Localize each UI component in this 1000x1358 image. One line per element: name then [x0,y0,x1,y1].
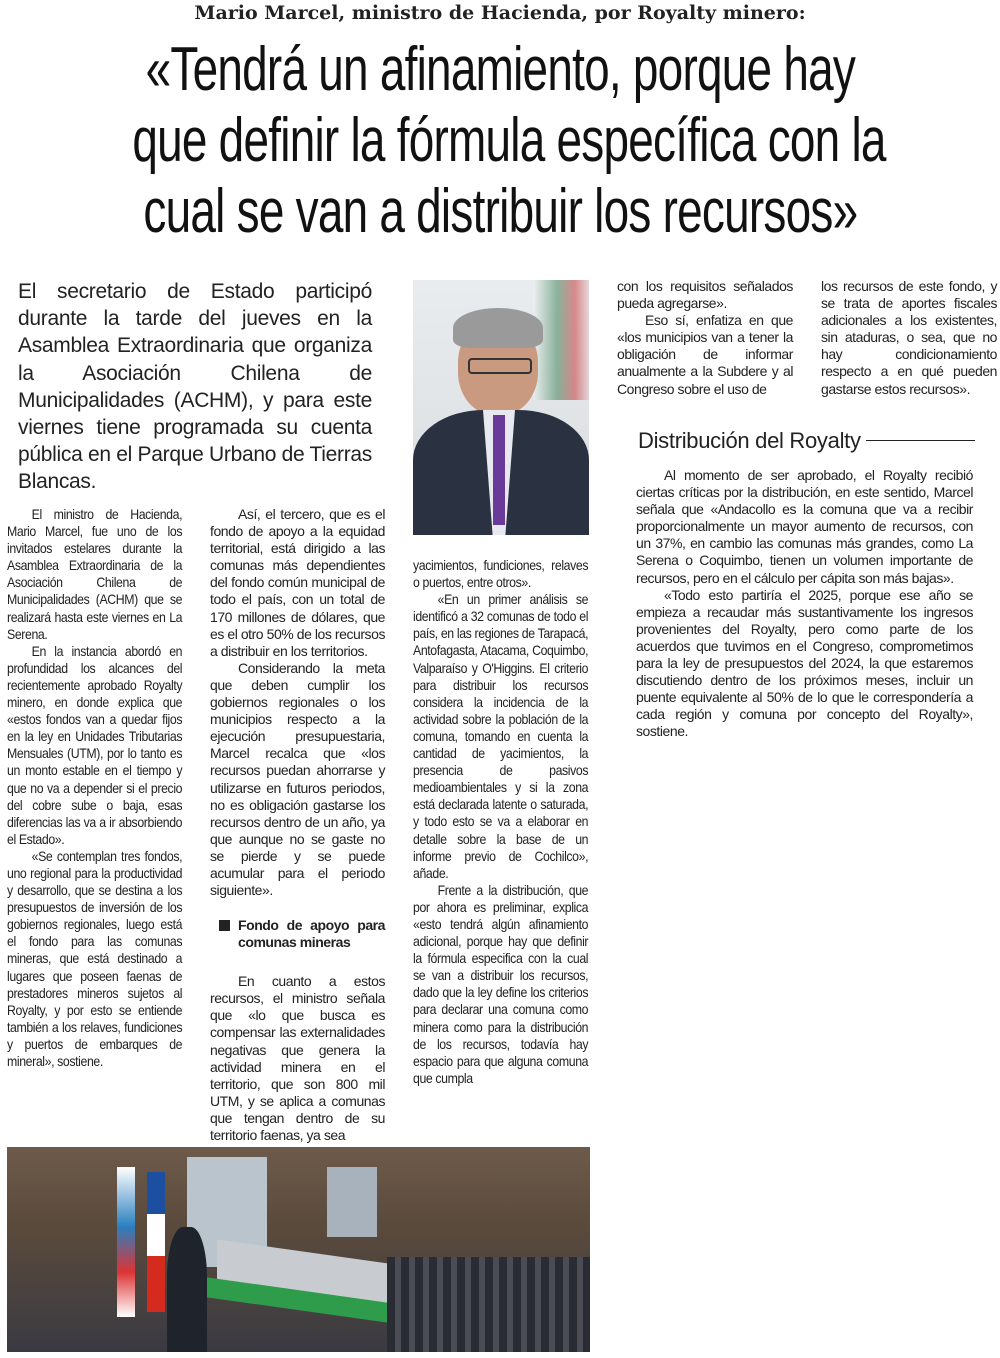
paragraph: En la instancia abordó en profundidad los alcances del recientemente aprobado Royalty minero, en donde explica que «estos fondos van a quedar fijos en la ley en Unidades Tributarias Mensuales (UTM), por lo tanto es un monto estable en el tiempo y que no va a depender si el precio del cobre sube o baja, esas diferencias las va a ir absorbiendo el Estado». [7,642,183,847]
kicker: Mario Marcel, ministro de Hacienda, por Royalty minero: [194,2,806,24]
glasses-shape [468,358,532,374]
subheading [210,917,385,951]
body-column-4 [617,278,793,398]
headline-line-1 [0,34,1000,105]
paragraph: En cuanto a estos recursos, el ministro señala que «lo que busca es compensar las externalidades negativas que genera la actividad minera en el territorio, que son 800 mil UTM, y se aplica a comunas que tengan dentro de su territorio faenas, ya sea [210,973,385,1143]
paragraph: los recursos de este fondo, y se trata de aportes fiscales adicionales a los existentes, sin ataduras, o sea, que no hay condicionamiento respecto a en qué pueden gastarse estos recursos». [821,278,997,397]
portrait-photo [413,280,589,535]
paragraph: Considerando la meta que deben cumplir los gobiernos regionales o los municipios respecto a la ejecución presupuestaria, Marcel recalca que «los recursos puedan ahorrarse y utilizarse en futuros periodos, no es obligación gastarse los recursos dentro de un año, ya que aunque no se gaste no se pierde y se puede acumular para el periodo siguiente». [210,659,385,899]
headline-line-3 [0,176,1000,247]
tie-shape [493,415,505,525]
speaker-shape [167,1227,207,1352]
paragraph: Así, el tercero, que es el fondo de apoyo a la equidad territorial, está dirigido a las comunas más dependientes del fondo común municipal de todo el país, con un total de 170 millones de dólares, que es el otro 50% de los recursos a distribuir en los territorios. [210,506,385,659]
body-column-1 [7,506,182,1070]
audience-shape [387,1257,590,1352]
event-photo [7,1147,590,1352]
section-heading: Distribución del Royalty [638,428,861,453]
headline-text: que definir la fórmula específica con la [132,106,886,175]
paragraph: Frente a la distribución, que por ahora es preliminar, explica «esto tendrá algún afinamiento adicional, porque hay que definir la fórmula especifica con la cual se van a distribuir los recursos, dado que la ley define los criterios para declarar una comuna como minera como para la distribución de los recursos, todavía hay espacio para que alguna comuna que cumpla [413,881,589,1086]
paragraph: «Se contemplan tres fondos, uno regional para la productividad y desarrollo, que se destina a los presupuestos de inversión de los gobiernos regionales, luego está el fondo para las comunas mineras, que está destinado a lugares que poseen faenas de prestadores mineros sujetos al Royalty, y por esto se entiende también a los relaves, fundiciones y puertos de embarques de mineral», sostiene. [7,847,183,1069]
paragraph: Eso sí, enfatiza en que «los municipios van a tener la obligación de informar anualmente a la Subdere y al Congreso sobre el uso de [617,312,793,397]
lead-paragraph: El secretario de Estado participó durante la tarde del jueves en la Asamblea Extraordinaria que organiza la Asociación Chilena de Municipalidades (ACHM), y para este viernes tiene programada su cuenta pública en el Parque Urbano de Tierras Blancas. [18,280,372,494]
screen-shape [327,1167,377,1237]
body-column-5 [821,278,997,398]
headline-text: cual se van a distribuir los recursos» [143,177,857,246]
bullet-square-icon [219,920,230,931]
section-body [636,467,973,741]
paragraph: «Todo esto partiría el 2025, porque ese año se empieza a recaudar más sustantivamente los ingresos provenientes del Royalty, pero como parte de los acuerdos que tuvimos en el Congreso, comprometimos para la ley de presupuestos del 2024, la que estaremos discutiendo dentro de los próximos meses, incluir un puente equivalente al 50% de lo que le correspondería a cada región y comuna por concepto del Royalty», sostiene. [636,586,973,740]
achm-flag-shape [117,1167,135,1317]
paragraph: Al momento de ser aprobado, el Royalty recibió ciertas críticas por la distribución, en este sentido, Marcel señala que «Andacollo es la comuna que va a recibir proporcionalmente un mayor aumento de recursos, con un 37%, en cambio las comunas más grandes, como La Serena o Coquimbo, tienen un volumen importante de recursos, pero en el cálculo per cápita son más bajas». [636,467,973,586]
headline-line-2 [0,105,1000,176]
paragraph: yacimientos, fundiciones, relaves o puertos, entre otros». [413,557,589,591]
paragraph: El ministro de Hacienda, Mario Marcel, fue uno de los invitados estelares durante la Asamblea Extraordinaria de la Asociación Chilena de Municipalidades (ACHM) que se realizará hasta este viernes en La Serena. [7,506,183,642]
body-column-2 [210,506,385,1144]
headline-text: «Tendrá un afinamiento, porque hay [145,35,855,104]
paragraph: con los requisitos señalados pueda agregarse». [617,278,793,312]
body-column-3 [413,557,588,1087]
paragraph: «En un primer análisis se identificó a 32 comunas de todo el país, en las regiones de Tarapacá, Antofagasta, Atacama, Coquimbo, Valparaíso y O'Higgins. El criterio para distribuir los recursos considera la incidencia de la actividad sobre la población de la comuna, tomando en cuenta la cantidad de yacimientos, la presencia de pasivos medioambientales y si la zona está declarada latente o saturada, y todo esto se va a elaborar en detalle sobre la base de un informe previo de Cochilco», añade. [413,591,589,881]
subheading-text: Fondo de apoyo para comunas mineras [238,917,385,951]
hair-shape [453,308,543,348]
section-rule [866,440,975,441]
chile-flag-shape [147,1172,165,1312]
